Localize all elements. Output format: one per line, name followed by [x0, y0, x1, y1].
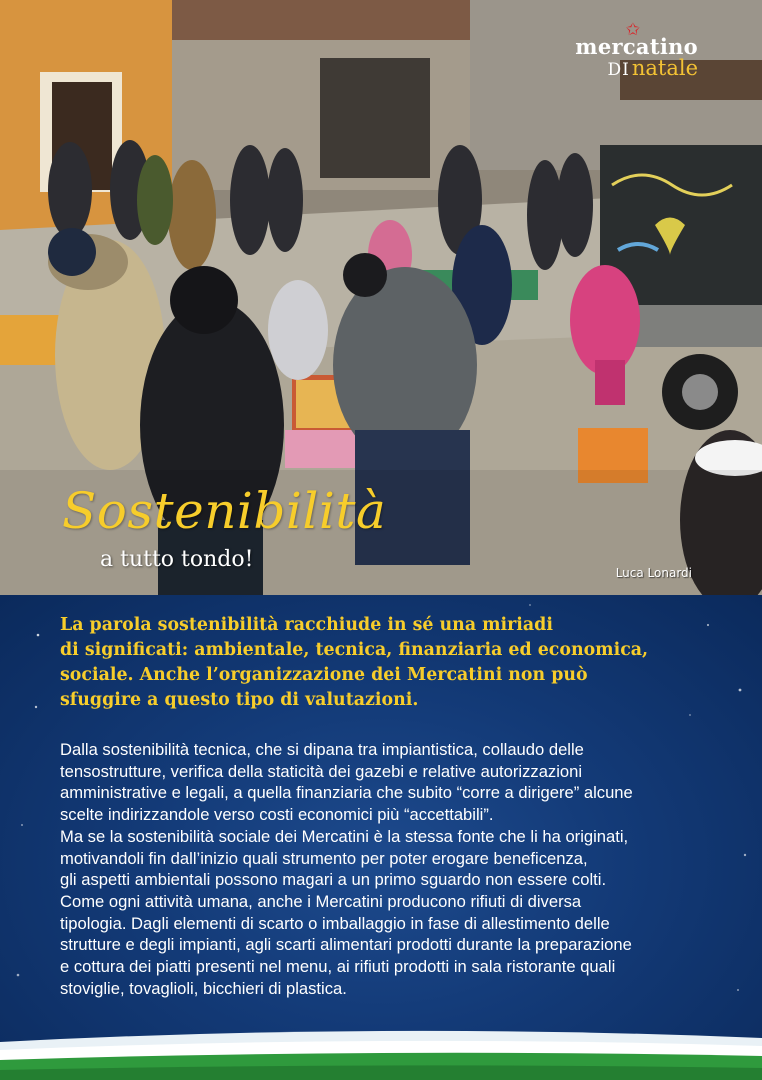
body-line: motivandoli fin dall’inizio quali strumento per poter erogare beneficenza, [60, 848, 588, 868]
article-body [60, 739, 730, 999]
article-lead [60, 613, 730, 713]
mercatino-di-natale-logo [523, 22, 698, 82]
lead-line: sfuggire a questo tipo di valutazioni. [60, 690, 419, 710]
article-body-area [0, 595, 762, 1080]
lead-line: di significati: ambientale, tecnica, finanziaria ed economica, [60, 640, 649, 660]
photo-credit: Luca Lonardi [615, 566, 692, 580]
logo-text-di-natale [607, 56, 698, 80]
body-line: tipologia. Dagli elementi di scarto o imballaggio in fase di allestimento delle [60, 913, 610, 933]
headline-subtitle: a tutto tondo! [100, 547, 254, 572]
lead-line: sociale. Anche l’organizzazione dei Mercatini non può [60, 665, 588, 685]
body-line: tensostrutture, verifica della staticità dei gazebi e relative autorizzazioni [60, 761, 583, 781]
body-line: strutture e degli impianti, agli scarti alimentari prodotti durante la preparazione [60, 935, 632, 955]
footer-wave-decoration [0, 1020, 762, 1080]
star-icon: ✩ [625, 20, 640, 39]
logo-text-natale: natale [631, 56, 698, 80]
logo-text-mercatino: mercatino [575, 34, 698, 59]
body-line: Come ogni attività umana, anche i Mercatini producono rifiuti di diversa [60, 891, 582, 911]
body-line: gli aspetti ambientali possono magari a un primo sguardo non essere colti. [60, 870, 607, 890]
body-line: Ma se la sostenibilità sociale dei Mercatini è la stessa fonte che li ha originati, [60, 826, 629, 846]
body-line: scelte indirizzandole verso costi economici più “accettabili”. [60, 805, 494, 825]
body-line: amministrative e legali, a quella finanziaria che subito “corre a dirigere” alcune [60, 783, 633, 803]
logo-text-di: DI [607, 60, 630, 80]
headline-title: Sostenibilità [62, 482, 387, 540]
lead-line: La parola sostenibilità racchiude in sé una miriadi [60, 615, 553, 635]
body-line: Dalla sostenibilità tecnica, che si dipana tra impiantistica, collaudo delle [60, 740, 584, 759]
body-line: stoviglie, tovaglioli, bicchieri di plastica. [60, 978, 347, 998]
body-line: e cottura dei piatti presenti nel menu, ai rifiuti prodotti in sala ristorante quali [60, 957, 616, 977]
